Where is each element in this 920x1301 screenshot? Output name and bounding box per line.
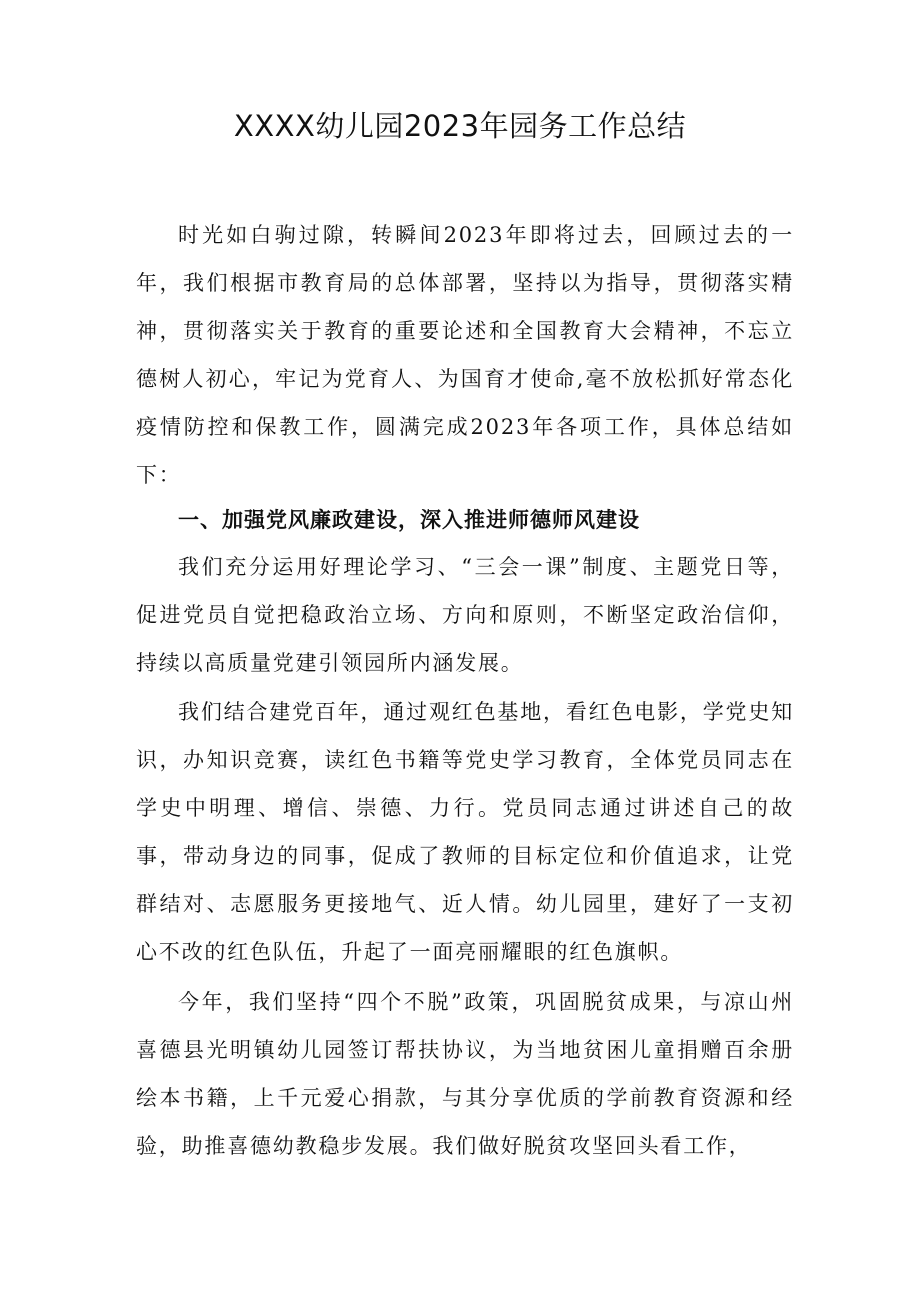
section-1-heading: 一、加强党风廉政建设，深入推进师德师风建设 — [178, 508, 640, 532]
document-title: XXXX幼儿园2023年园务工作总结 — [233, 109, 687, 143]
section-1-heading-block — [136, 496, 794, 544]
section-1-paragraph-1: 我们充分运用好理论学习、“三会一课”制度、主题党日等，促进党员自觉把稳政治立场、方向和原则，不断坚定政治信仰，持续以高质量党建引领园所内涵发展。 — [136, 555, 794, 675]
section-1-paragraph-3: 今年，我们坚持“四个不脱”政策，巩固脱贫成果，与凉山州喜德县光明镇幼儿园签订帮扶协议，为当地贫困儿童捐赠百余册绘本书籍，上千元爱心捐款，与其分享优质的学前教育资源和经验，助推喜德幼教稳步发展。我们做好脱贫攻坚回头看工作， — [136, 990, 794, 1158]
section-1-paragraph-3-block — [136, 978, 794, 1170]
intro-paragraph: 时光如白驹过隙，转瞬间2023年即将过去，回顾过去的一年，我们根据市教育局的总体部署，坚持以为指导，贯彻落实精神，贯彻落实关于教育的重要论述和全国教育大会精神，不忘立德树人初心，牢记为党育人、为国育才使命,毫不放松抓好常态化疫情防控和保教工作，圆满完成2023年各项工作，具体总结如下： — [136, 223, 794, 487]
section-1-paragraph-1-block — [136, 543, 794, 687]
intro-block — [136, 211, 794, 499]
section-1-paragraph-2-block — [136, 688, 794, 976]
section-1-paragraph-2: 我们结合建党百年，通过观红色基地，看红色电影，学党史知识，办知识竞赛，读红色书籍等党史学习教育，全体党员同志在学史中明理、增信、崇德、力行。党员同志通过讲述自己的故事，带动身边的同事，促成了教师的目标定位和价值追求，让党群结对、志愿服务更接地气、近人情。幼儿园里，建好了一支初心不改的红色队伍，升起了一面亮丽耀眼的红色旗帜。 — [136, 700, 794, 964]
